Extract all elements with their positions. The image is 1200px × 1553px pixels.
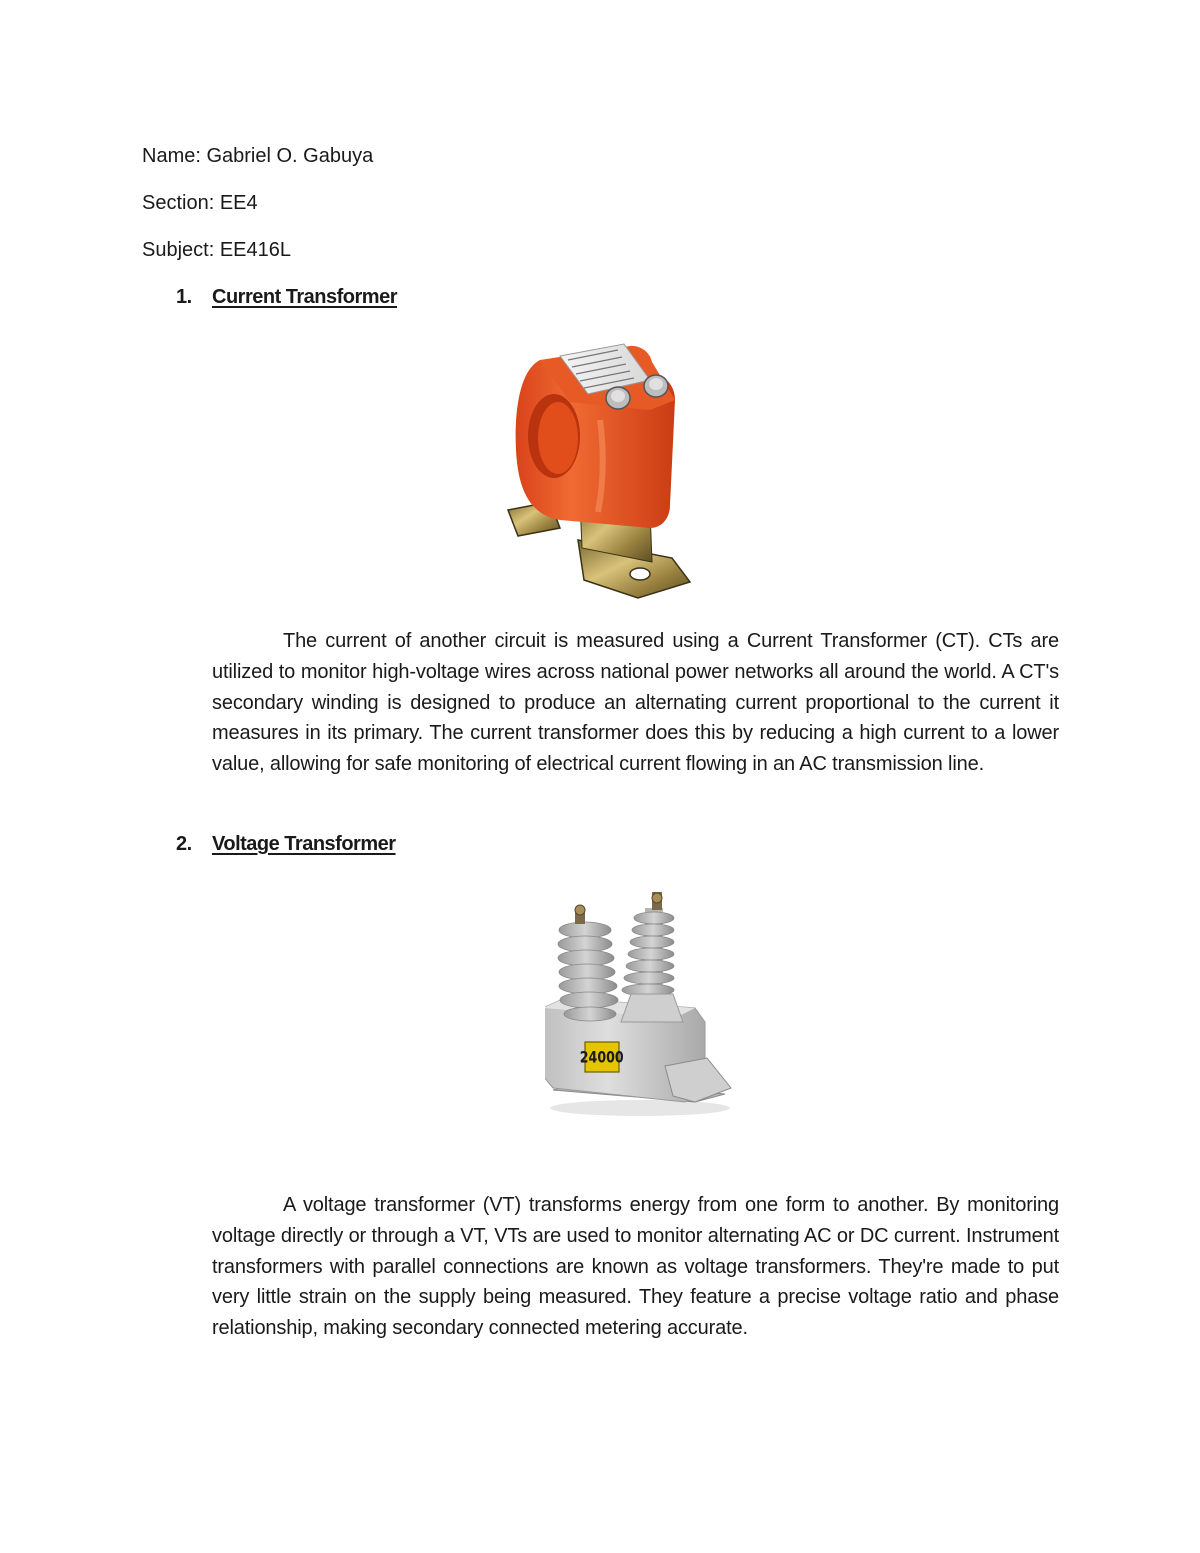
section-title: Voltage Transformer bbox=[212, 833, 396, 855]
section-number: 2. bbox=[176, 833, 192, 855]
voltage-transformer-icon bbox=[545, 890, 740, 1122]
section-title: Current Transformer bbox=[212, 286, 397, 308]
current-transformer-image bbox=[500, 340, 700, 602]
voltage-rating-label: 24000 bbox=[579, 1049, 624, 1067]
voltage-transformer-description: A voltage transformer (VT) transforms energy from one form to another. By monitoring voltage directly or through a VT, VTs are used to monitor alternating AC or DC current. Instrument transformers with parallel connections are known as voltage transformers. They're made to put very little strain on the supply being measured. They feature a precise voltage ratio and phase relationship, making secondary connected metering accurate. bbox=[212, 1194, 1059, 1340]
student-section: Section: EE4 bbox=[142, 192, 258, 214]
section-heading-voltage-transformer bbox=[176, 832, 396, 856]
current-transformer-icon bbox=[500, 340, 700, 602]
voltage-transformer-image bbox=[545, 890, 740, 1122]
student-name: Name: Gabriel O. Gabuya bbox=[142, 145, 374, 167]
section-number: 1. bbox=[176, 286, 192, 308]
section-heading-current-transformer bbox=[176, 285, 397, 309]
subject-code: Subject: EE416L bbox=[142, 239, 291, 261]
current-transformer-description: The current of another circuit is measured using a Current Transformer (CT). CTs are utilized to monitor high-voltage wires across national power networks all around the world. A CT's secondary winding is designed to produce an alternating current proportional to the current it measures in its primary. The current transformer does this by reducing a high current to a lower value, allowing for safe monitoring of electrical current flowing in an AC transmission line. bbox=[212, 630, 1059, 776]
